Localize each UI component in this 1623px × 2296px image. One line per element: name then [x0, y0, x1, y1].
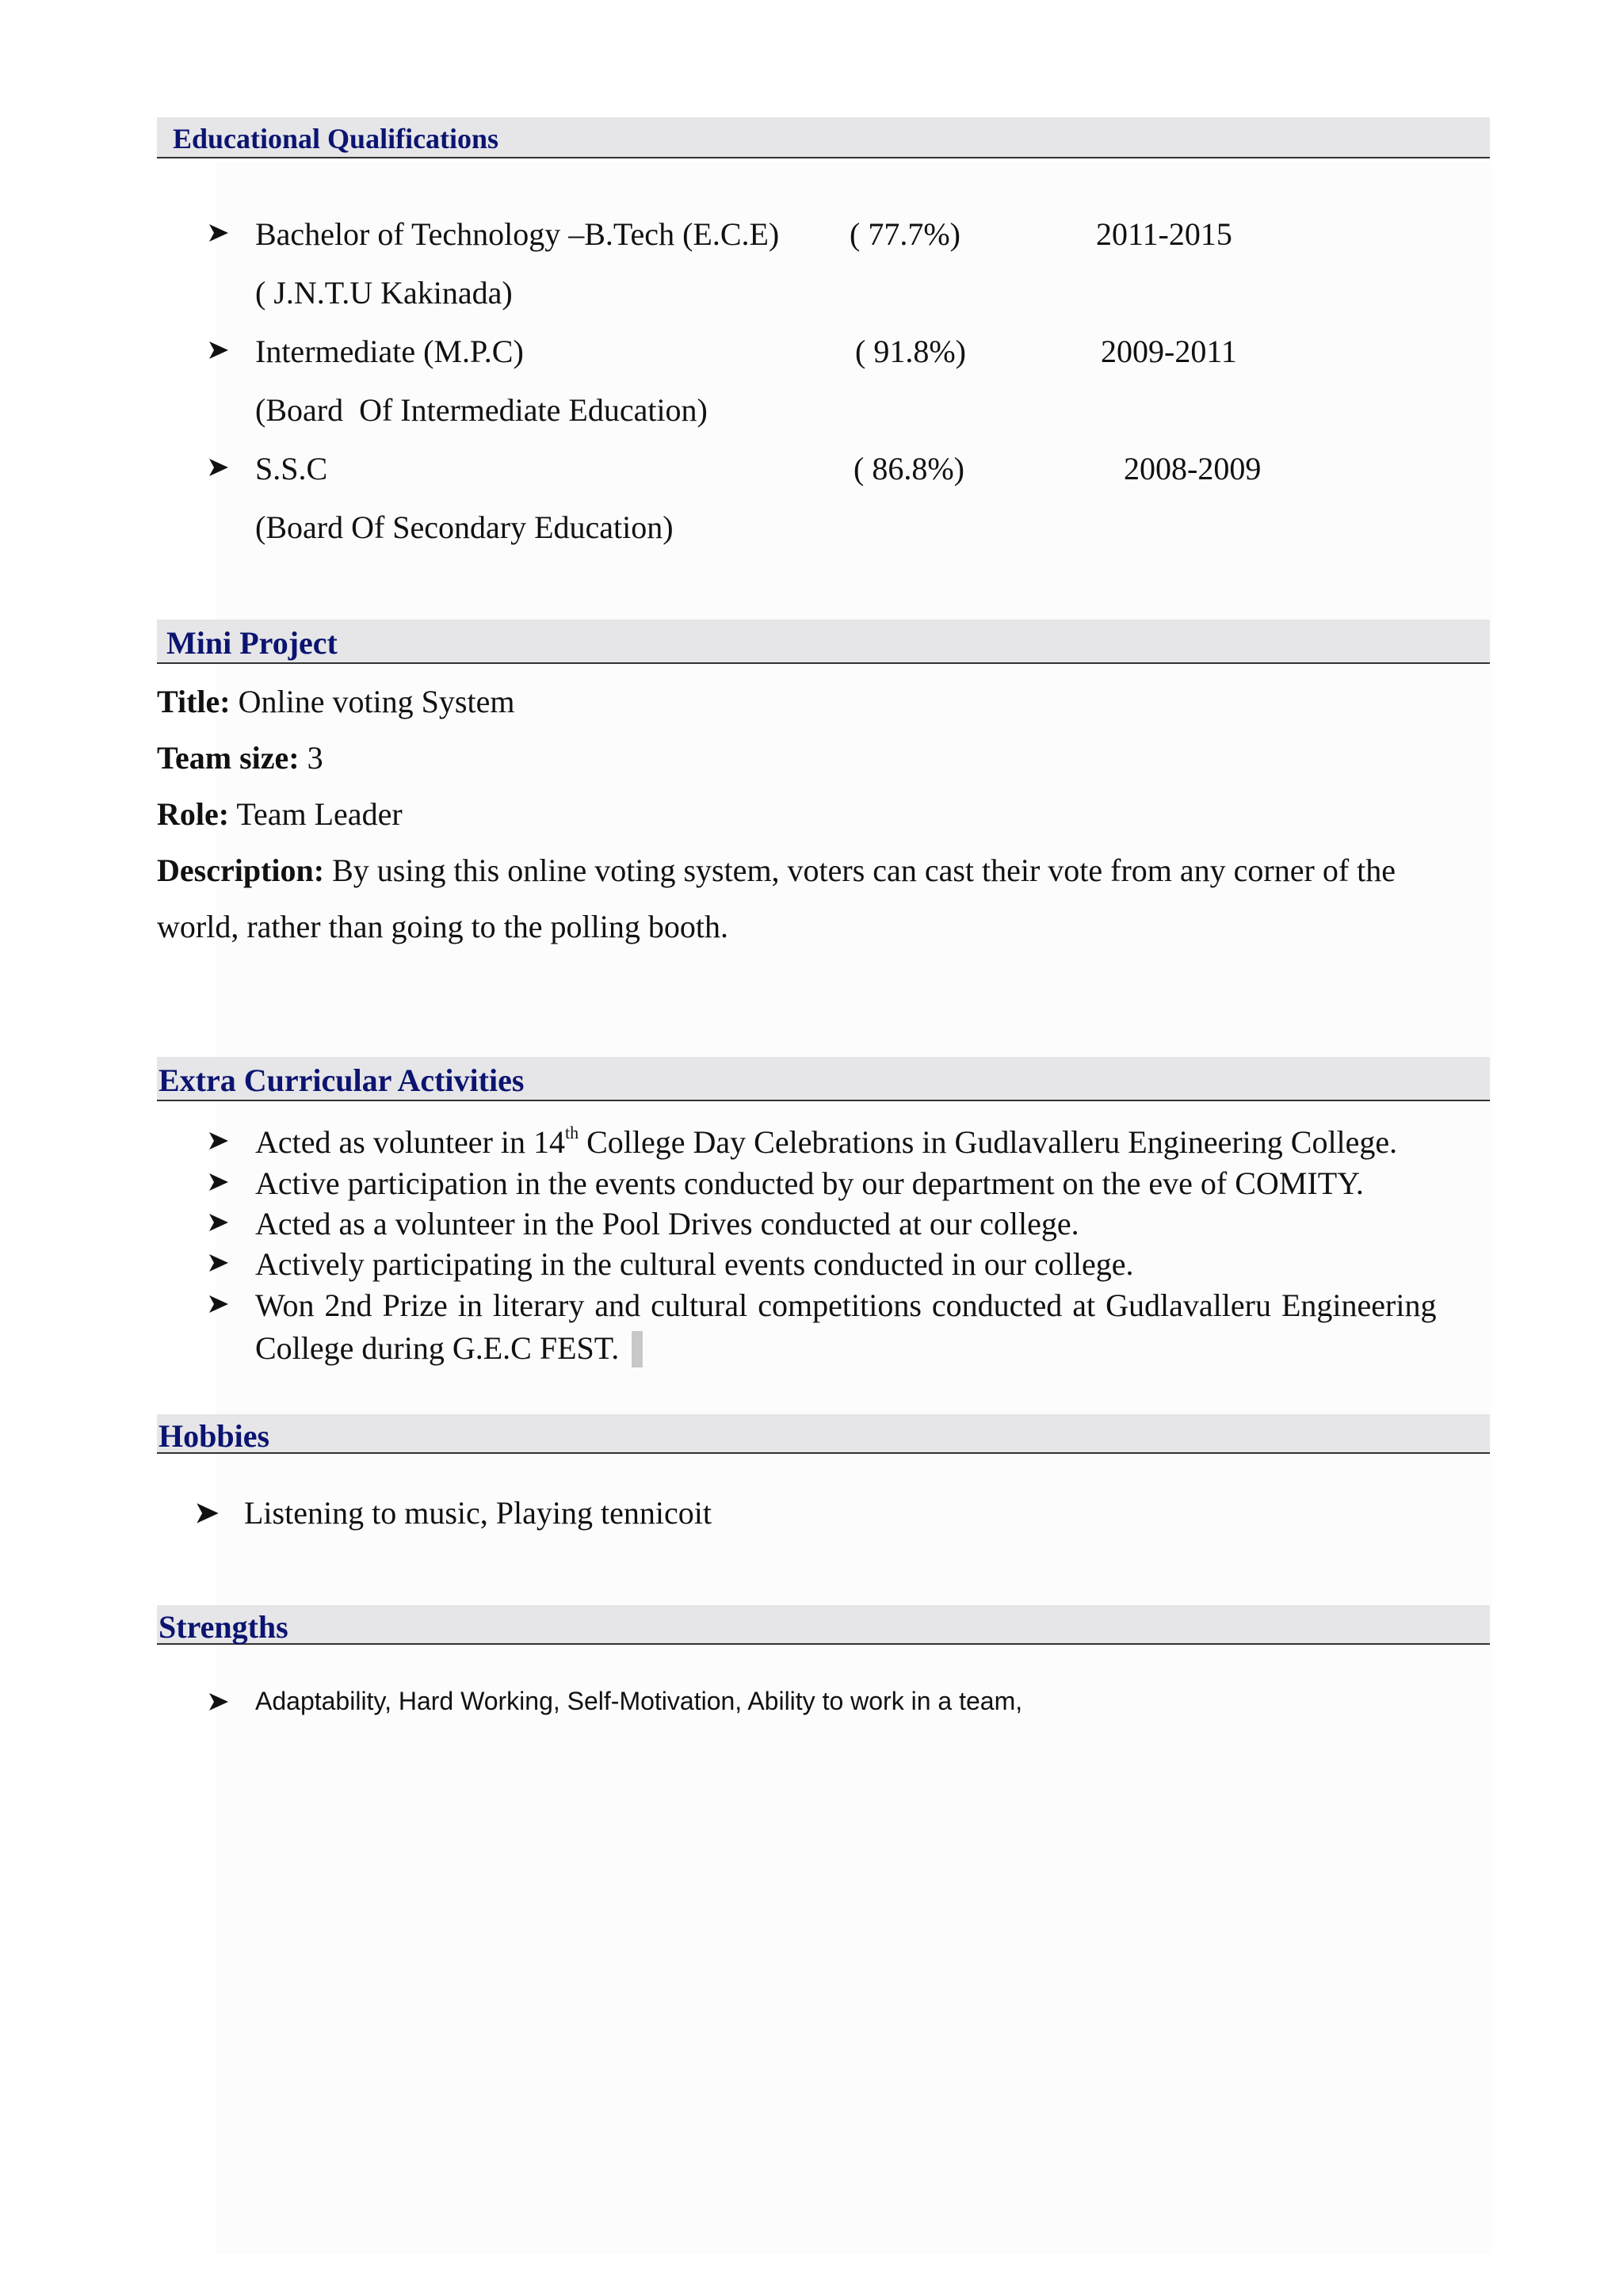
edu-degree-1: Bachelor of Technology –B.Tech (E.C.E) — [255, 216, 780, 252]
text-cursor-highlight — [632, 1331, 643, 1367]
project-team-label: Team size: — [157, 740, 300, 776]
activity-item-1-text-b: College Day Celebrations in Gudlavalleru Engineering College. — [579, 1124, 1398, 1160]
bullet-arrow-icon — [208, 1252, 230, 1274]
edu-percent-2: ( 91.8%) — [855, 334, 966, 369]
bullet-arrow-icon — [195, 1501, 220, 1526]
edu-years-2: 2009-2011 — [1101, 334, 1237, 369]
activity-item-1-superscript: th — [565, 1123, 579, 1142]
edu-institution-3: (Board Of Secondary Education) — [255, 509, 674, 545]
activity-item-5-line-1: Won 2nd Prize in literary and cultural competitions conducted at Gudlavalleru Engineering — [255, 1287, 1437, 1323]
edu-percent-1: ( 77.7%) — [850, 216, 960, 252]
project-team-row — [157, 742, 323, 774]
strengths-item: Adaptability, Hard Working, Self-Motivation, Ability to work in a team, — [255, 1687, 1023, 1715]
strengths-heading: Strengths — [158, 1609, 288, 1645]
project-description-label: Description: — [157, 852, 325, 888]
section-header-mini-project — [157, 620, 1490, 664]
project-description-line-1: By using this online voting system, voters can cast their vote from any corner of the — [332, 852, 1396, 888]
section-header-extra-curricular — [157, 1057, 1490, 1101]
edu-years-1: 2011-2015 — [1096, 216, 1232, 252]
section-header-hobbies — [157, 1414, 1490, 1454]
bullet-arrow-icon — [208, 1171, 230, 1193]
activity-item-5-line-2: College during G.E.C FEST. — [255, 1330, 620, 1366]
bullet-arrow-icon — [208, 222, 230, 244]
bullet-arrow-icon — [208, 1211, 230, 1234]
extra-curricular-heading: Extra Curricular Activities — [158, 1062, 525, 1098]
edu-years-3: 2008-2009 — [1124, 451, 1262, 486]
edu-institution-1: ( J.N.T.U Kakinada) — [255, 275, 513, 311]
project-title-label: Title: — [157, 684, 231, 719]
edu-percent-3: ( 86.8%) — [854, 451, 964, 486]
project-role-row — [157, 796, 403, 832]
project-team-value: 3 — [307, 740, 323, 776]
bullet-arrow-icon — [208, 339, 230, 361]
activity-item-1-text-a: Acted as volunteer in 14 — [255, 1124, 565, 1160]
education-heading: Educational Qualifications — [173, 123, 499, 154]
mini-project-heading: Mini Project — [166, 625, 338, 661]
activity-item-1 — [255, 1123, 1398, 1160]
bullet-arrow-icon — [208, 1130, 230, 1152]
hobbies-heading: Hobbies — [158, 1418, 270, 1454]
edu-degree-3: S.S.C — [255, 451, 328, 486]
project-description-line-2: world, rather than going to the polling booth. — [157, 909, 728, 944]
activity-item-3: Acted as a volunteer in the Pool Drives conducted at our college. — [255, 1206, 1079, 1241]
edu-institution-2: (Board Of Intermediate Education) — [255, 392, 708, 428]
project-title-row — [157, 686, 514, 718]
project-role-value: Team Leader — [236, 796, 403, 832]
project-description-row — [157, 852, 1396, 888]
section-header-education — [157, 117, 1490, 158]
section-header-strengths — [157, 1605, 1490, 1645]
bullet-arrow-icon — [208, 456, 230, 479]
activity-item-2: Active participation in the events conducted by our department on the eve of COMITY. — [255, 1165, 1364, 1201]
bullet-arrow-icon — [208, 1691, 230, 1713]
project-title-value: Online voting System — [238, 684, 515, 719]
project-role-label: Role: — [157, 796, 230, 832]
hobbies-item: Listening to music, Playing tennicoit — [244, 1495, 712, 1531]
edu-degree-2: Intermediate (M.P.C) — [255, 334, 524, 369]
activity-item-4: Actively participating in the cultural events conducted in our college. — [255, 1246, 1134, 1282]
bullet-arrow-icon — [208, 1293, 230, 1315]
